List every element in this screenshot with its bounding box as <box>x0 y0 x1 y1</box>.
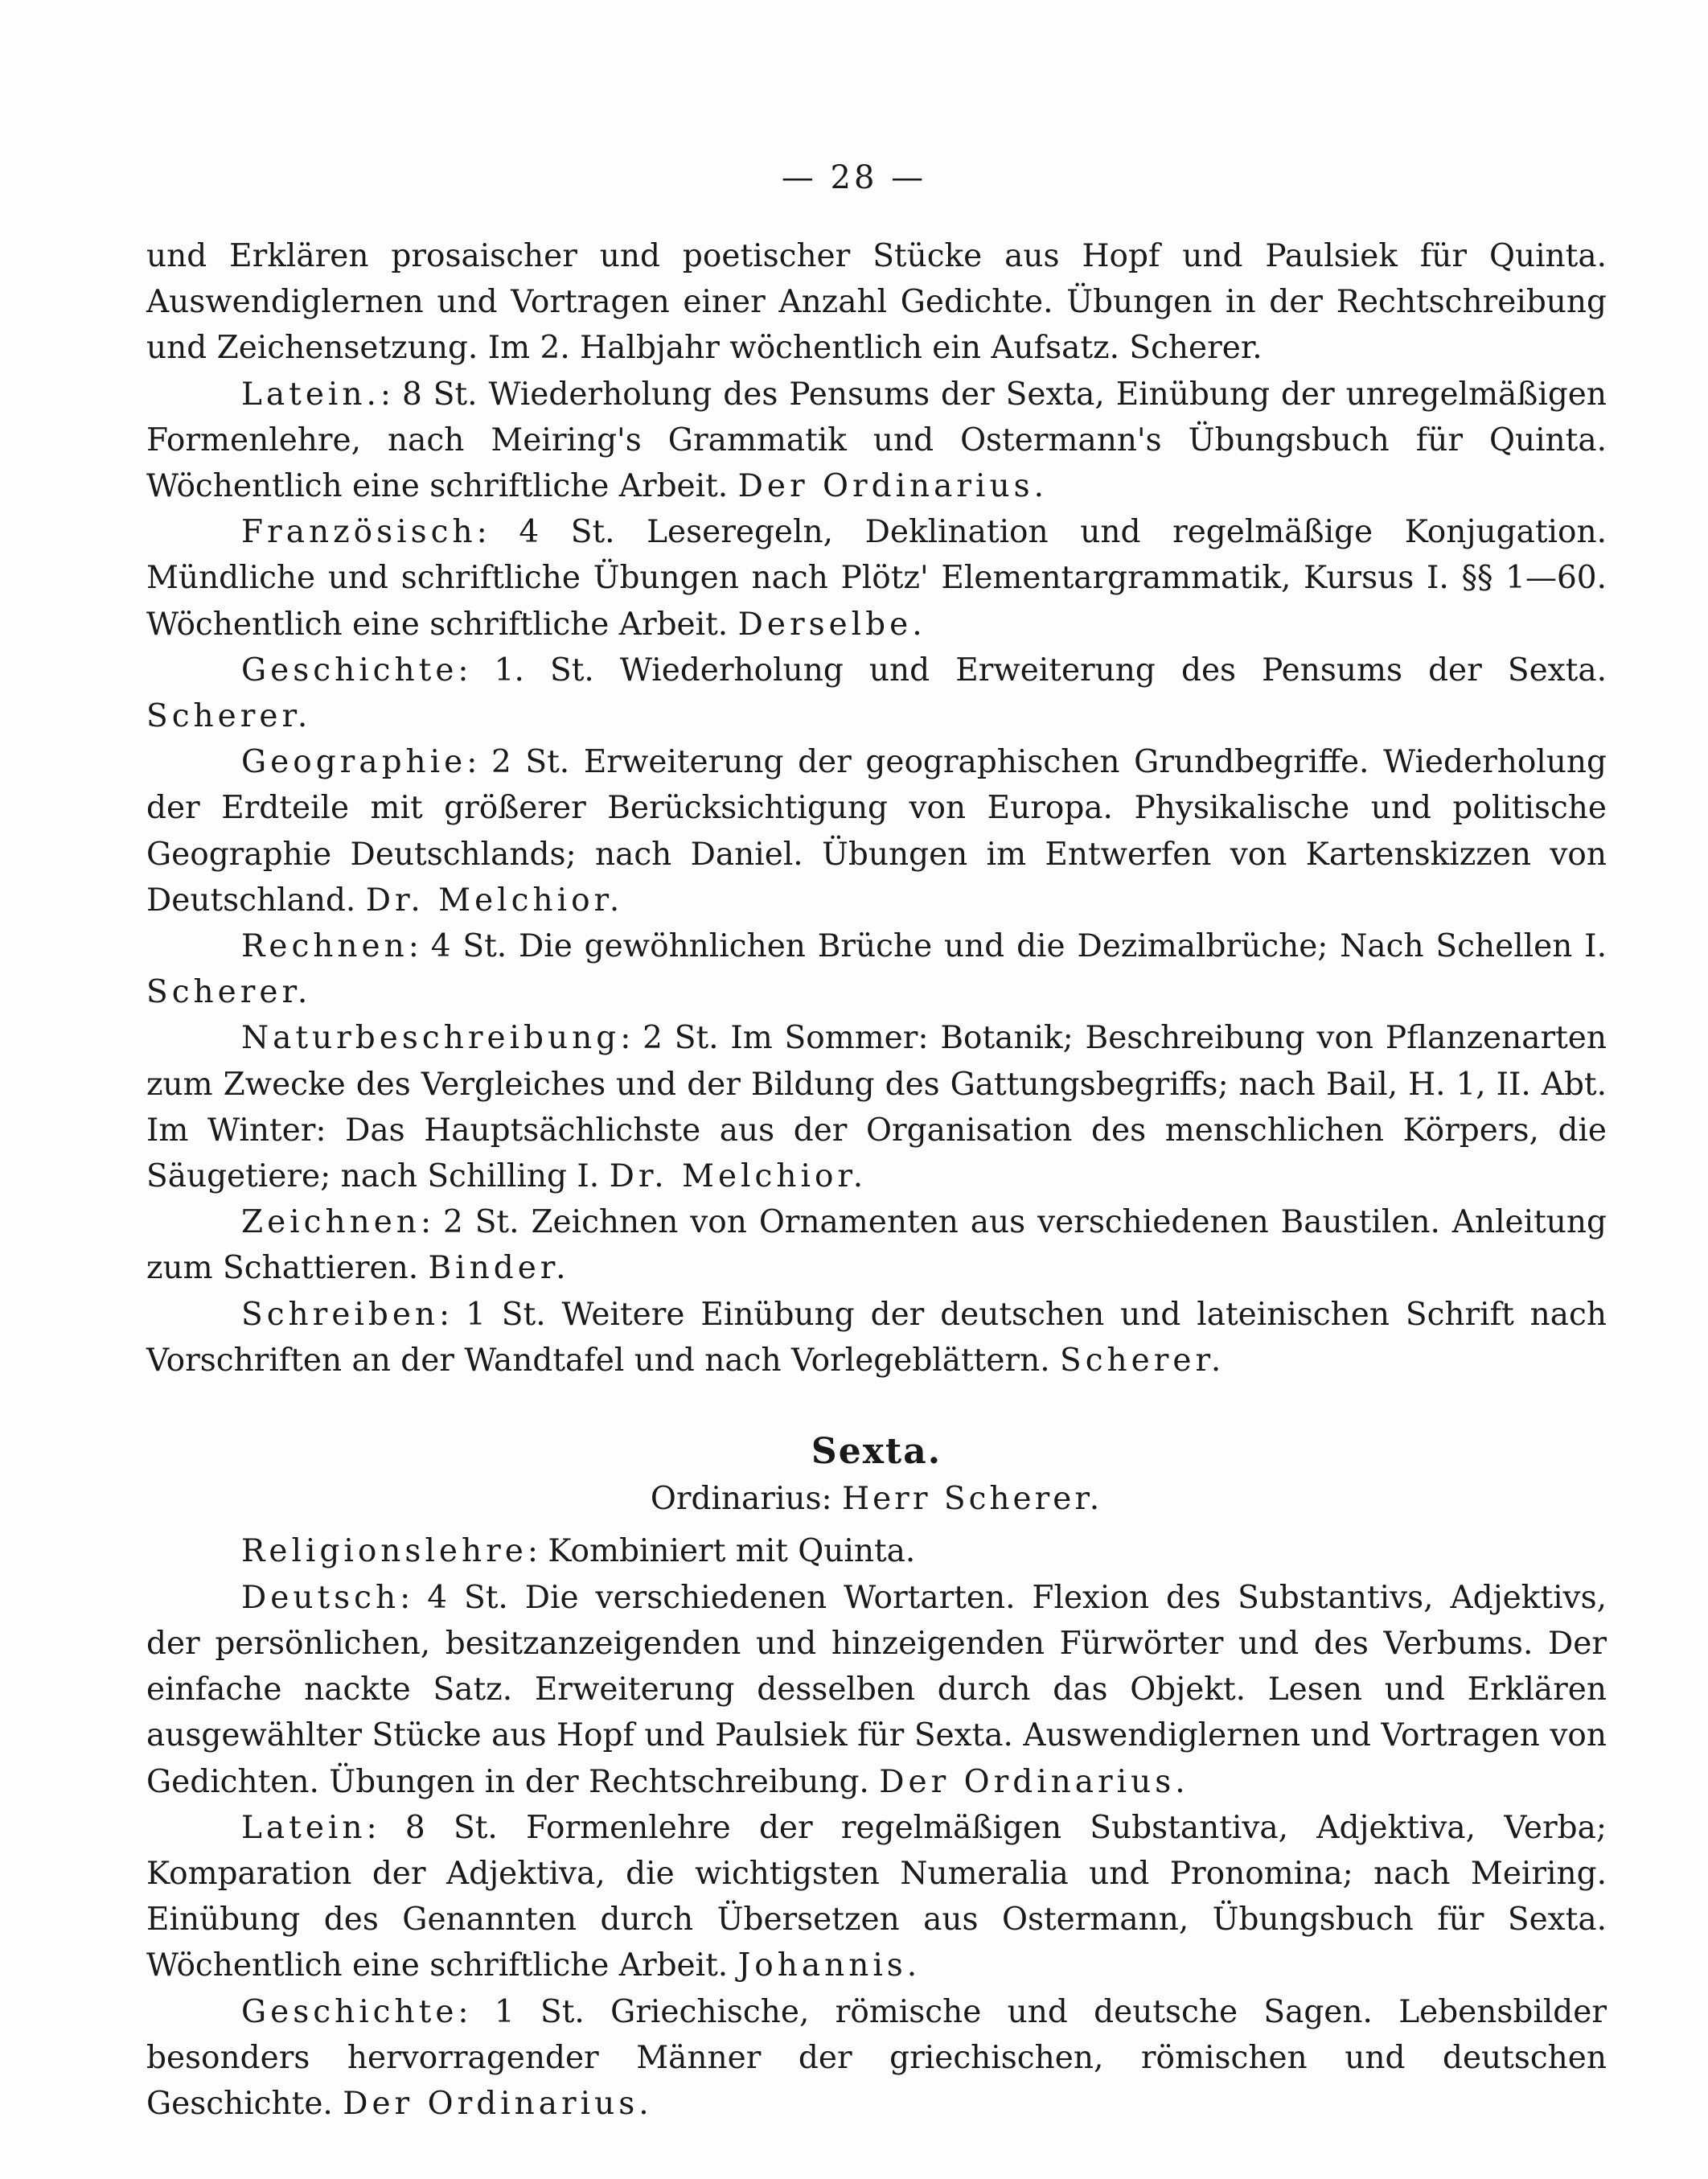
subject-teacher: Derselbe. <box>737 606 926 643</box>
subject-text: Die verschiedenen Wortarten. Flexion des Substantivs, Adjektivs, der persönlichen, besitzanzeigenden und hinzeigenden Fürwörter und des Verbums. Der einfache nackte Satz. Erweiterung desselben durch das Objekt. Lesen und Erklären ausgewählter Stücke aus Hopf und Paulsiek für Sexta. Auswendiglernen und Vortragen von Gedichten. Übungen in der Rechtschreibung. <box>146 1579 1607 1800</box>
subject-hours: : 2 St. <box>466 744 570 781</box>
page-number: — 28 — <box>781 159 927 196</box>
subject-text: Formenlehre der regelmäßigen Substantiva, Adjektiva, Verba; Komparation der Adjektiva, die wichtigsten Numeralia und Pronomina; nach Meiring. Einübung des Genannten durch Übersetzen aus Ostermann, Übungsbuch für Sexta. Wöchentlich eine schriftliche Arbeit. <box>146 1809 1607 1984</box>
subject-hours: : 1 St. <box>458 1993 585 2030</box>
subject-teacher: Scherer. <box>1060 1342 1226 1379</box>
subject-text: Griechische, römische und deutsche Sagen. Lebensbilder besonders hervorragender Männer der griechischen, römischen und deutschen Geschichte. <box>146 1993 1607 2122</box>
subject-geschichte-sexta <box>146 1989 1607 2128</box>
subject-text: Im Sommer: Botanik; Beschreibung von Pflanzenarten zum Zwecke des Vergleiches und der Bildung des Gattungsbegriffs; nach Bail, H. 1, II. Abt. Im Winter: Das Hauptsächlichste aus der Organisation des menschlichen Körpers, die Säugetiere; nach Schilling I. <box>146 1020 1607 1195</box>
subject-hours: : 2 St. <box>420 1204 519 1241</box>
subject-text: Erweiterung der geographischen Grundbegriffe. Wiederholung der Erdteile mit größerer Berücksichtigung von Europa. Physikalische und politische Geographie Deutschlands; nach Daniel. Übungen im Entwerfen von Kartenskizzen von Deutschland. <box>146 744 1607 919</box>
subject-hours: : 4 St. <box>400 1579 508 1616</box>
subject-name: Geschichte <box>241 652 458 689</box>
subject-text: Die gewöhnlichen Brüche und die Dezimalbrüche; Nach Schellen I. <box>519 928 1607 965</box>
subject-teacher: Der Ordinarius. <box>343 2085 653 2122</box>
subject-hours: : 8 St. <box>366 1809 498 1846</box>
subject-naturbeschreibung <box>146 1015 1607 1199</box>
subject-text: Leseregeln, Deklination und regelmäßige Konjugation. Mündliche und schriftliche Übungen nach Plötz' Elementargrammatik, Kursus I. §§ 1—60. Wöchentlich eine schriftliche Arbeit. <box>146 514 1607 643</box>
subject-name: Latein <box>241 1809 367 1846</box>
subject-franzoesisch <box>146 509 1607 648</box>
subject-name: Französisch <box>241 514 477 551</box>
subject-name: Geographie <box>241 744 467 781</box>
deutsch-continuation: und Erklären prosaischer und poetischer Stücke aus Hopf und Paulsiek für Quinta. Auswendiglernen und Vortragen einer Anzahl Gedichte. Übungen in der Rechtschreibung und Zeichensetzung. Im 2. Halbjahr wöchentlich ein Aufsatz. Scherer. <box>146 238 1607 367</box>
subject-geographie <box>146 739 1607 923</box>
subject-hours: : 2 St. <box>620 1020 719 1057</box>
subject-teacher: Scherer. <box>146 698 312 735</box>
ordinarius-label: Ordinarius: <box>650 1481 832 1518</box>
subject-name: Geschichte <box>241 1993 458 2030</box>
subject-text: Wiederholung des Pensums der Sexta, Einübung der unregelmäßigen Formenlehre, nach Meiring's Grammatik und Ostermann's Übungsbuch für Quinta. Wöchentlich eine schriftliche Arbeit. <box>146 376 1607 505</box>
subject-zeichnen <box>146 1199 1607 1291</box>
subject-teacher: Scherer. <box>146 974 312 1011</box>
subject-latein-quinta <box>146 372 1607 510</box>
subject-latein-sexta <box>146 1805 1607 1989</box>
subject-teacher: Dr. Melchior. <box>609 1158 868 1195</box>
subject-hours: : <box>527 1533 538 1570</box>
subject-teacher: Binder. <box>428 1250 570 1287</box>
subject-teacher: Dr. Melchior. <box>365 882 624 919</box>
subject-hours: : 4 St. <box>408 928 507 965</box>
subject-rechnen <box>146 923 1607 1015</box>
subject-teacher: Der Ordinarius. <box>879 1763 1189 1800</box>
page-body <box>146 233 1607 2127</box>
subject-teacher: Johannis. <box>737 1947 922 1984</box>
subject-name: Religionslehre <box>241 1533 528 1570</box>
subject-name: Zeichnen <box>241 1204 421 1241</box>
subject-schreiben <box>146 1292 1607 1383</box>
subject-text: Wiederholung und Erweiterung des Pensums der Sexta. <box>619 652 1607 689</box>
subject-hours: : 1 St. <box>439 1296 546 1333</box>
subject-religionslehre <box>146 1528 1607 1574</box>
subject-name: Deutsch <box>241 1579 400 1616</box>
subject-text: Zeichnen von Ornamenten aus verschiedenen Baustilen. Anleitung zum Schattieren. <box>146 1204 1607 1287</box>
subject-text: Kombiniert mit Quinta. <box>548 1533 916 1570</box>
subject-name: Naturbeschreibung <box>241 1020 621 1057</box>
subject-name: Latein. <box>241 376 380 413</box>
subject-name: Schreiben <box>241 1296 440 1333</box>
subject-hours: : 8 St. <box>380 376 478 413</box>
subject-geschichte-quinta <box>146 648 1607 739</box>
subject-name: Rechnen <box>241 928 409 965</box>
subject-deutsch-sexta <box>146 1575 1607 1805</box>
subject-teacher: Der Ordinarius. <box>737 468 1049 505</box>
subject-hours: : 1. St. <box>458 652 594 689</box>
sexta-ordinarius <box>146 1476 1607 1522</box>
ordinarius-name: Herr Scherer. <box>842 1481 1103 1518</box>
subject-text: Weitere Einübung der deutschen und lateinischen Schrift nach Vorschriften an der Wandtafel und nach Vorlegeblättern. <box>146 1296 1607 1379</box>
subject-hours: : 4 St. <box>476 514 615 551</box>
section-title-sexta: Sexta. <box>811 1431 942 1473</box>
